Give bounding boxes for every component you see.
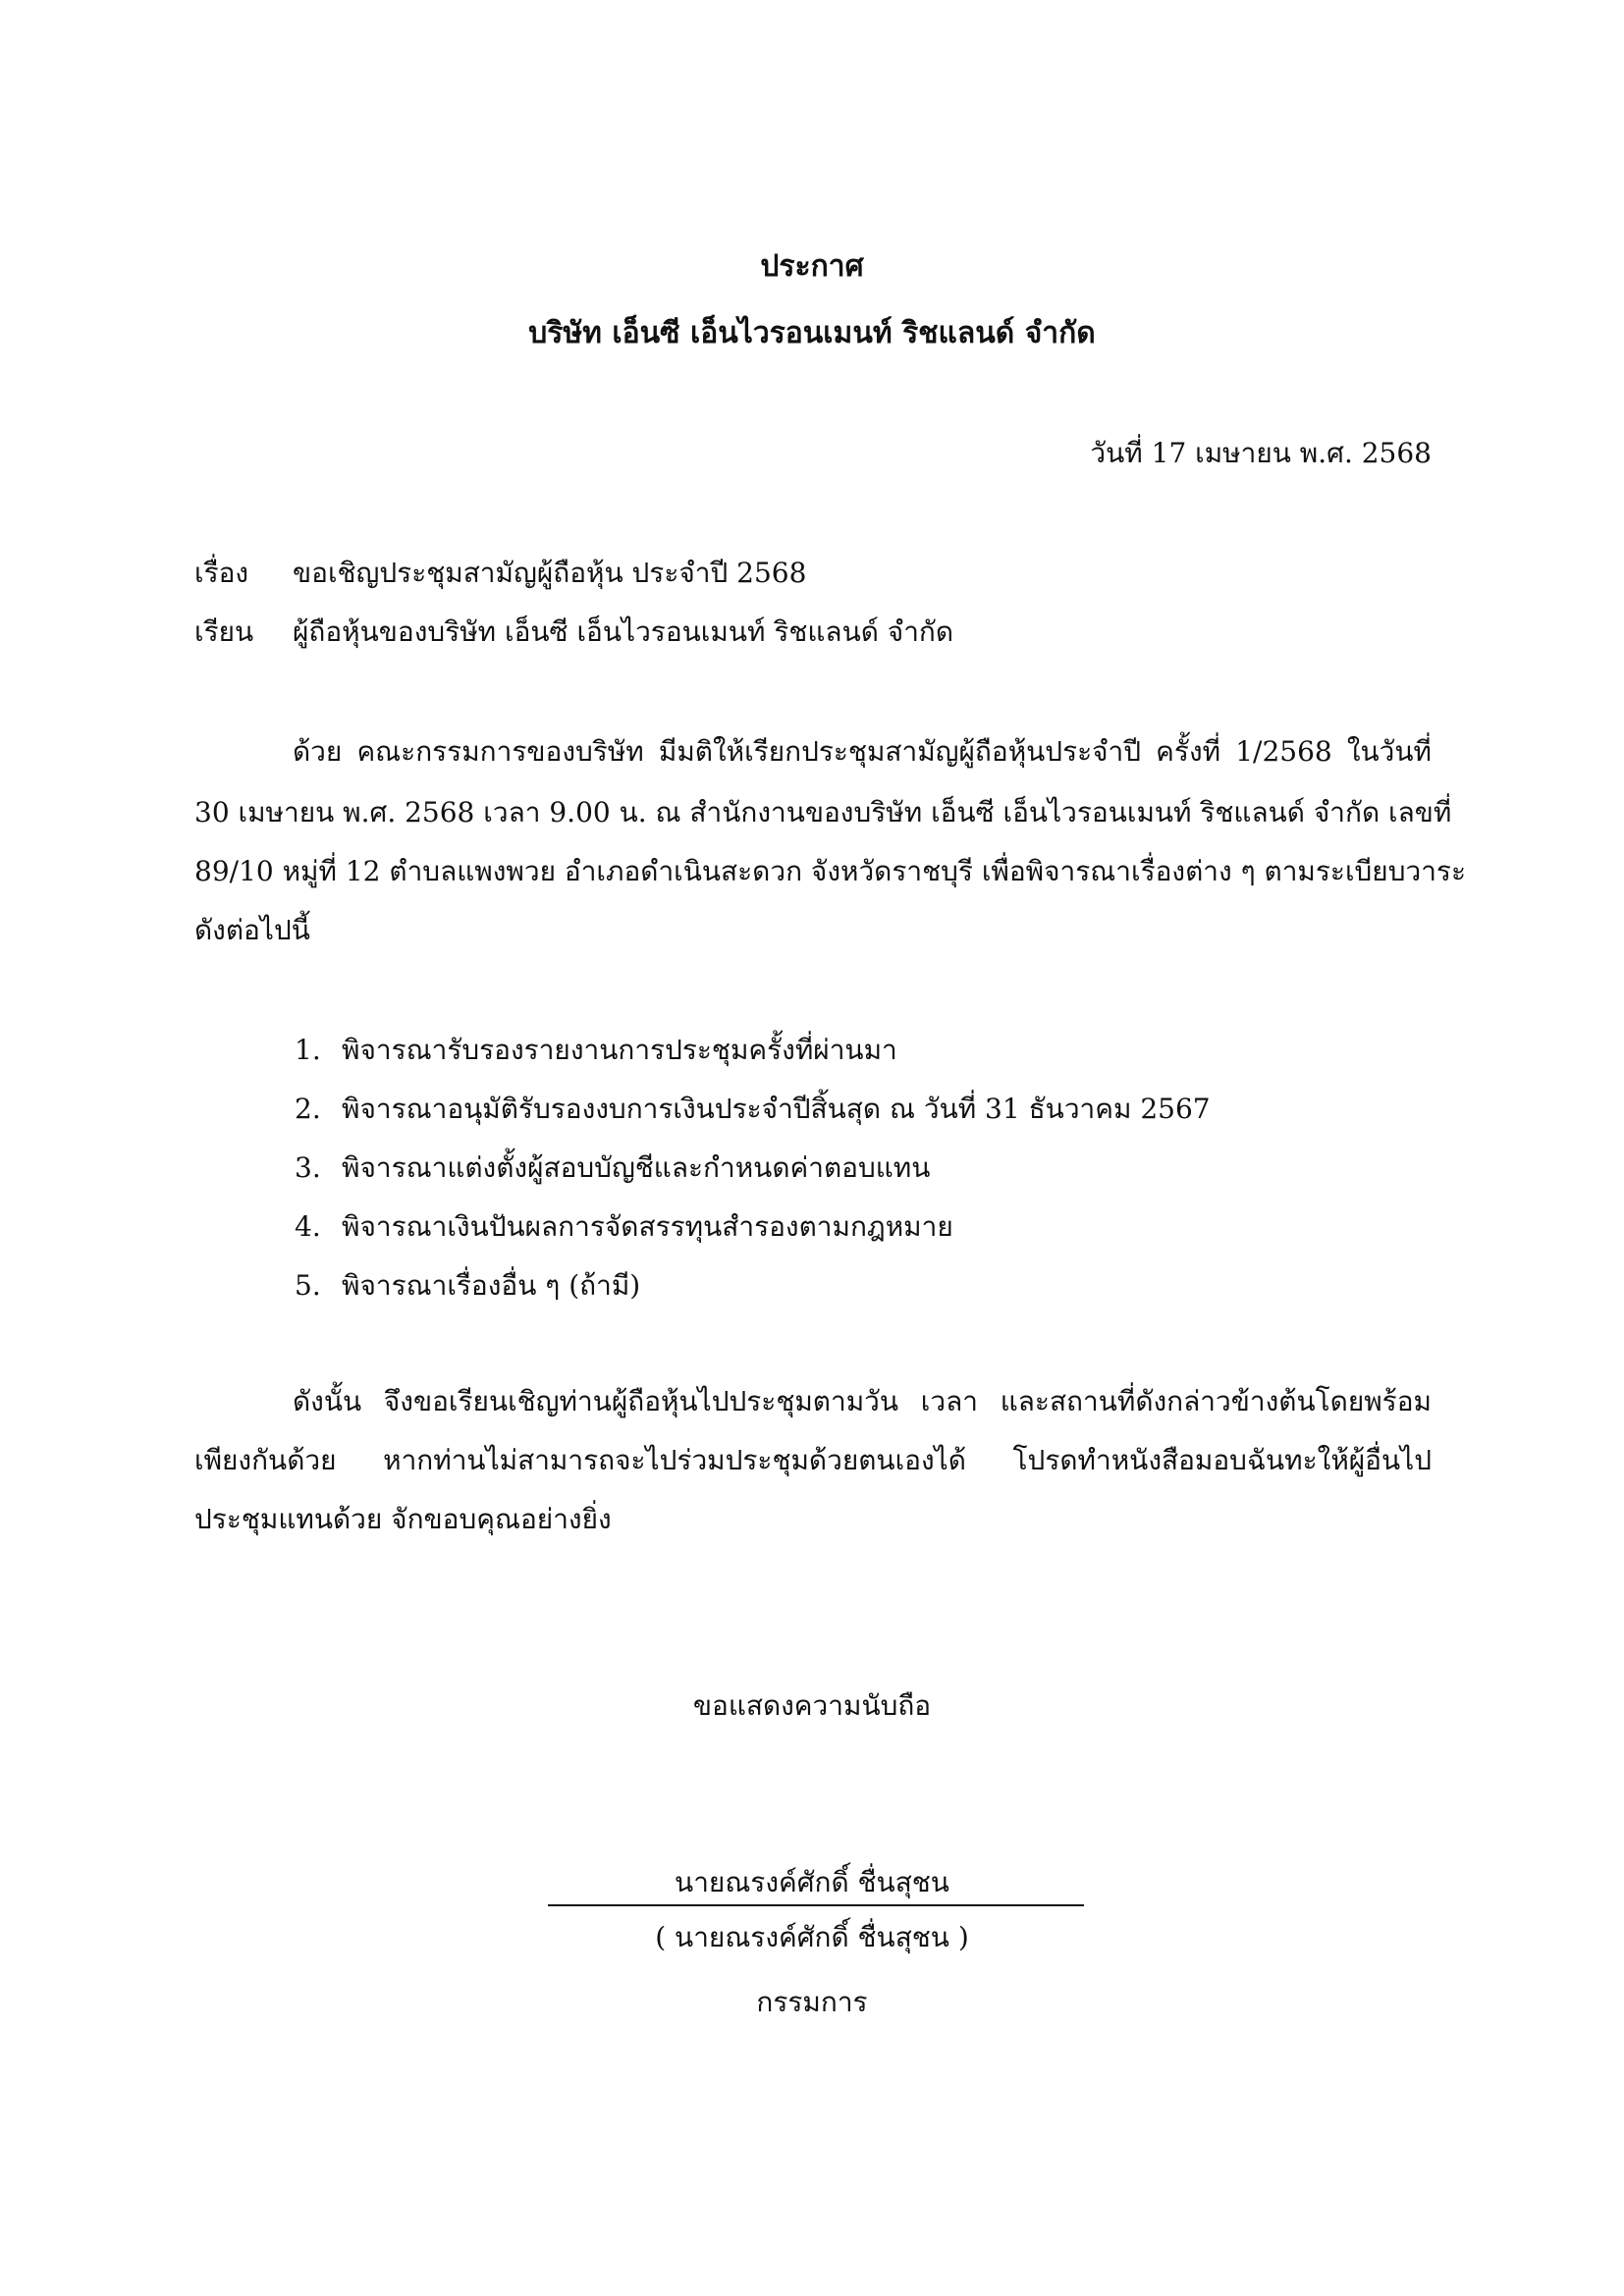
agenda-number: 1.: [295, 1034, 321, 1066]
intro-line: 30 เมษายน พ.ศ. 2568 เวลา 9.00 น. ณ สำนักงานของบริษัท เอ็นซี เอ็นไวรอนเมนท์ ริชแลนด์ จำกัด เลขที่: [194, 796, 1452, 828]
document-title: ประกาศ: [760, 249, 864, 284]
agenda-text: พิจารณาเรื่องอื่น ๆ (ถ้ามี): [342, 1269, 641, 1302]
signed-name: นายณรงค์ศักดิ์ ชื่นสุชน: [675, 1866, 949, 1898]
signature-line: [548, 1904, 1084, 1906]
agenda-item: [295, 1205, 953, 1249]
intro-line: ดังต่อไปนี้: [194, 914, 310, 946]
closing-line: ประชุมแทนด้วย จักขอบคุณอย่างยิ่ง: [194, 1503, 612, 1535]
agenda-number: 3.: [295, 1151, 321, 1184]
company-name: บริษัท เอ็นซี เอ็นไวรอนเมนท์ ริชแลนด์ จำกัด: [528, 316, 1096, 350]
closing-line: เพียงกันด้วย หากท่านไม่สามารถจะไปร่วมประชุมด้วยตนเองได้ โปรดทำหนังสือมอบฉันทะให้ผู้อื่นไป: [194, 1444, 1432, 1476]
agenda-item: [295, 1088, 1211, 1131]
agenda-number: 2.: [295, 1093, 321, 1125]
regards-text: ขอแสดงความนับถือ: [692, 1689, 932, 1722]
recipient-text: ผู้ถือหุ้นของบริษัท เอ็นซี เอ็นไวรอนเมนท์ ริชแลนด์ จำกัด: [293, 615, 954, 648]
agenda-text: พิจารณาแต่งตั้งผู้สอบบัญชีและกำหนดค่าตอบแทน: [342, 1151, 931, 1184]
subject-text: ขอเชิญประชุมสามัญผู้ถือหุ้น ประจำปี 2568: [293, 557, 807, 589]
recipient-label: เรียน: [194, 615, 254, 648]
agenda-item: [295, 1029, 897, 1072]
printed-name: ( นายณรงค์ศักดิ์ ชื่นสุชน ): [655, 1921, 969, 1953]
agenda-item: [295, 1264, 640, 1308]
recipient-row: [194, 611, 953, 654]
agenda-text: พิจารณาอนุมัติรับรองงบการเงินประจำปีสิ้นสุด ณ วันที่ 31 ธันวาคม 2567: [342, 1093, 1211, 1125]
agenda-item: [295, 1147, 930, 1190]
subject-label: เรื่อง: [194, 557, 249, 589]
intro-line: 89/10 หมู่ที่ 12 ตำบลแพงพวย อำเภอดำเนินสะดวก จังหวัดราชบุรี เพื่อพิจารณาเรื่องต่าง ๆ ตามระเบียบวาระ: [194, 855, 1467, 887]
signer-position: กรรมการ: [756, 1986, 868, 2018]
agenda-text: พิจารณาเงินปันผลการจัดสรรทุนสำรองตามกฎหมาย: [342, 1210, 953, 1243]
agenda-number: 4.: [295, 1210, 321, 1243]
closing-line: ดังนั้น จึงขอเรียนเชิญท่านผู้ถือหุ้นไปประชุมตามวัน เวลา และสถานที่ดังกล่าวข้างต้นโดยพร้อม: [293, 1385, 1432, 1417]
document-date: วันที่ 17 เมษายน พ.ศ. 2568: [1090, 437, 1432, 469]
agenda-number: 5.: [295, 1269, 321, 1302]
intro-line: ด้วย คณะกรรมการของบริษัท มีมติให้เรียกประชุมสามัญผู้ถือหุ้นประจำปี ครั้งที่ 1/2568 ในวันที่: [293, 735, 1432, 768]
agenda-text: พิจารณารับรองรายงานการประชุมครั้งที่ผ่านมา: [342, 1034, 897, 1066]
subject-row: [194, 552, 806, 595]
